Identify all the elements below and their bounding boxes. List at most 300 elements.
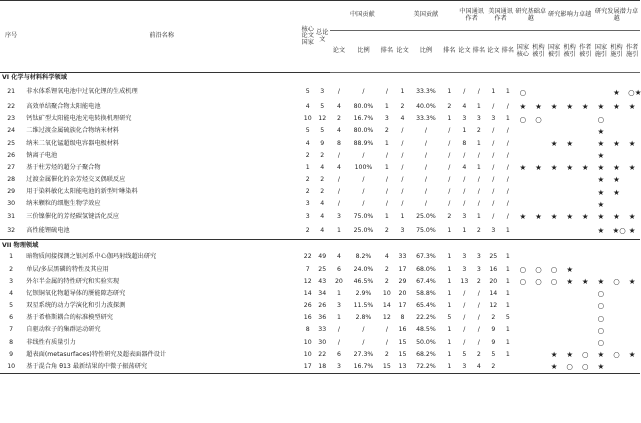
cell-i2 [562, 84, 578, 101]
cell-cc1: / [463, 326, 466, 334]
cell-p1: ○ [597, 325, 605, 335]
cell-cc2: 2 [476, 277, 481, 285]
cell-b2: ○ [535, 277, 542, 287]
cell-b: 43 [318, 277, 327, 285]
cell-u2: 68.0% [416, 265, 436, 273]
cell-i1 [546, 199, 562, 211]
table-row [0, 361, 640, 373]
cell-cc1: / [463, 176, 466, 184]
cell-i1 [546, 325, 562, 337]
header-cn-rank: 排名 [380, 47, 394, 55]
cell-b1 [515, 349, 531, 361]
cell-seq: 23 [7, 115, 16, 123]
cell-b1 [515, 300, 531, 312]
cell-c2: 16.7% [353, 115, 374, 123]
cell-seq: 8 [9, 338, 14, 346]
header-china-contrib: 中国贡献 [330, 1, 395, 31]
cell-i1 [546, 113, 562, 125]
cell-name: 过渡金属催化的杂芳烃交叉偶联反应 [26, 176, 126, 184]
cell-seq: 6 [9, 314, 14, 322]
cell-uc2: 1 [505, 115, 510, 123]
cell-u3: / [448, 176, 451, 184]
cell-u3: 1 [447, 350, 452, 358]
cell-i2 [562, 223, 578, 240]
table-row [0, 349, 640, 361]
cell-p3: ★ [628, 350, 636, 360]
cell-b1: ★ [519, 102, 527, 112]
cell-c2: 2.9% [355, 289, 372, 297]
cell-u1: / [401, 127, 404, 135]
cell-u3: 2 [447, 102, 452, 110]
cell-b: 2 [320, 176, 325, 184]
cell-u1: 16 [398, 326, 407, 334]
cell-b: 34 [318, 289, 327, 297]
cell-c3: 1 [384, 163, 389, 171]
cell-uc1: 5 [491, 350, 496, 358]
cell-seq: 9 [9, 350, 14, 358]
cell-i2: ★ [566, 350, 574, 360]
cell-uc2: 1 [505, 277, 510, 285]
header-impact-country-cited: 国家被引 [547, 44, 561, 58]
cell-u3: 2 [447, 212, 452, 220]
cell-i2: ★ [566, 277, 574, 287]
cell-uc2: / [506, 163, 509, 171]
cell-u1: 17 [398, 302, 407, 310]
cell-uc1: 2 [486, 361, 500, 373]
cell-a: 10 [303, 115, 312, 123]
cell-a: 2 [305, 188, 310, 196]
cell-u3: / [448, 188, 451, 196]
cell-p3 [624, 361, 640, 373]
header-us-corr: 美国通讯作者 [486, 1, 515, 31]
cell-u2: / [424, 176, 427, 184]
cell-u2: 33.3% [416, 115, 436, 123]
cell-c3: / [385, 200, 388, 208]
cell-c1: / [337, 88, 340, 96]
cell-i3 [577, 312, 593, 324]
cell-b2 [531, 312, 547, 324]
cell-p2: ★ [613, 102, 620, 112]
cell-u3: / [448, 139, 451, 147]
cell-c1: 3 [336, 302, 341, 310]
cell-uc1: / [492, 212, 495, 220]
cell-i1 [546, 84, 562, 101]
cell-i2 [562, 288, 578, 300]
header-research-potential: 研究发展潜力卓越 [593, 1, 640, 31]
table-row [0, 264, 640, 276]
cell-c1: 20 [334, 277, 343, 285]
cell-c1: 1 [336, 314, 341, 322]
cell-i1 [546, 223, 562, 240]
cell-cc2: 1 [476, 102, 481, 110]
cell-name: 超表面(metasurfaces)特性研究及超表面器件设计 [26, 350, 167, 358]
cell-c3: 4 [384, 253, 389, 261]
cell-cc1: 3 [462, 265, 467, 273]
cell-u1: 33 [398, 253, 407, 261]
cell-seq: 5 [9, 302, 14, 310]
cell-p3: ★ [628, 102, 636, 112]
header-cn-corr-rank: 排名 [472, 47, 486, 55]
cell-u3: 1 [447, 115, 452, 123]
cell-u2: 65.4% [416, 302, 436, 310]
header-research-impact: 研究影响力卓越 [546, 1, 593, 31]
cell-a: 7 [305, 265, 310, 273]
cell-p2: ○ [613, 277, 620, 287]
cell-p1: ★ [597, 199, 605, 209]
cell-u3: 1 [447, 88, 452, 96]
cell-name: 双星系统的动力学演化和引力波探测 [26, 302, 126, 310]
header-china-corr: 中国通讯作者 [457, 1, 486, 31]
cell-b: 4 [320, 227, 325, 235]
cell-a: 12 [303, 277, 312, 285]
cell-i2 [562, 337, 578, 349]
cell-c2: 88.9% [353, 139, 374, 147]
cell-seq: 26 [7, 151, 16, 159]
cell-p2: ★ [613, 175, 620, 185]
cell-i2 [562, 312, 578, 324]
table-row [0, 138, 640, 150]
cell-p1: ○ [597, 338, 605, 348]
cell-cc1: / [463, 338, 466, 346]
cell-name: 三价镍催化的芳烃碳氢键活化反应 [26, 212, 120, 220]
cell-p1: ★ [597, 138, 605, 148]
cell-uc1: 12 [489, 302, 498, 310]
cell-u2: 67.4% [416, 277, 436, 285]
cell-uc1: / [492, 139, 495, 147]
cell-p2 [609, 113, 625, 125]
cell-uc2: / [506, 200, 509, 208]
cell-u1: 13 [395, 361, 411, 373]
cell-u3: / [448, 163, 451, 171]
cell-p1: ★ [597, 163, 605, 173]
cell-c3: 2 [384, 277, 389, 285]
cell-b2 [531, 349, 547, 361]
cell-cc2: 3 [476, 115, 481, 123]
cell-cc1: 4 [462, 163, 467, 171]
cell-p1: ★ [597, 350, 605, 360]
cell-uc2: 1 [505, 253, 510, 261]
table-row [0, 300, 640, 312]
cell-c1: 1 [336, 289, 341, 297]
rating-mark: ○★ [628, 87, 641, 97]
cell-uc1: / [492, 200, 495, 208]
cell-c1: / [337, 188, 340, 196]
cell-i3 [577, 288, 593, 300]
cell-u1: 4 [400, 115, 405, 123]
cell-u2: / [424, 163, 427, 171]
cell-uc1: 3 [491, 227, 496, 235]
cell-uc2: 1 [505, 350, 510, 358]
cell-i2: ★ [566, 264, 574, 274]
cell-i3: ★ [581, 277, 589, 287]
cell-b2 [531, 186, 547, 198]
cell-p2: ★ [613, 87, 620, 97]
cell-uc1: 3 [491, 115, 496, 123]
cell-i1 [546, 150, 562, 162]
cell-p1: ★ [597, 151, 605, 161]
cell-u1: 20 [398, 289, 407, 297]
cell-b: 33 [318, 326, 327, 334]
cell-u1: / [401, 151, 404, 159]
cell-cc1: 13 [460, 277, 469, 285]
cell-c2: 11.5% [353, 302, 374, 310]
cell-i2: ★ [566, 163, 574, 173]
header-us-rank: 排名 [443, 47, 456, 55]
table-row [0, 174, 640, 186]
cell-uc2: / [506, 151, 509, 159]
cell-c2: 75.0% [353, 212, 374, 220]
cell-p1: ★ [597, 212, 605, 222]
cell-seq: 31 [7, 212, 16, 220]
cell-cc2: / [477, 188, 480, 196]
cell-b1 [515, 223, 531, 240]
cell-p3: ★ [628, 226, 636, 236]
cell-i1: ★ [550, 163, 558, 173]
cell-b2 [531, 174, 547, 186]
cell-b: 18 [314, 361, 330, 373]
cell-b: 9 [320, 139, 325, 147]
cell-u2: / [424, 151, 427, 159]
cell-u2: 75.0% [416, 227, 436, 235]
cell-p1 [593, 264, 609, 276]
cell-i1 [546, 251, 562, 263]
table-row [0, 150, 640, 162]
cell-a: 5 [305, 127, 310, 135]
table-row [0, 223, 640, 240]
cell-i2 [562, 186, 578, 198]
cell-uc1: / [492, 102, 495, 110]
cell-i2 [562, 113, 578, 125]
cell-u1: 8 [400, 314, 405, 322]
cell-i2 [562, 251, 578, 263]
header-name: 前沿名称 [22, 1, 301, 73]
header-impact-inst-cited: 机构被引 [563, 44, 576, 58]
cell-cc2: / [477, 302, 480, 310]
cell-u1: / [401, 188, 404, 196]
cell-a: 26 [303, 302, 312, 310]
cell-p1 [593, 84, 609, 101]
cell-a: 2 [305, 151, 310, 159]
cell-cc1: 3 [462, 212, 467, 220]
section-title: VII 物理领域 [0, 240, 640, 252]
table-row [0, 325, 640, 337]
cell-p3 [624, 125, 640, 137]
section-header [0, 73, 640, 85]
cell-p3: ★ [628, 212, 636, 222]
cell-b: 4 [320, 163, 325, 171]
cell-p2 [609, 325, 625, 337]
table-row [0, 101, 640, 113]
cell-p2 [609, 361, 625, 373]
cell-i3 [577, 199, 593, 211]
cell-p2: ★ [613, 212, 620, 222]
cell-uc1: / [492, 151, 495, 159]
cell-c1: 4 [336, 102, 341, 110]
cell-c1: 3 [330, 361, 348, 373]
cell-cc1: / [463, 289, 466, 297]
header-us-papers: 论文 [396, 47, 409, 55]
cell-p3 [624, 251, 640, 263]
cell-i1 [546, 300, 562, 312]
cell-b2: ○ [535, 264, 542, 274]
cell-p1: ○ [597, 301, 605, 311]
cell-b1 [515, 361, 531, 373]
cell-b: 22 [318, 350, 327, 358]
cell-p1: ★ [597, 102, 605, 112]
cell-uc1: 2 [491, 314, 496, 322]
cell-uc1: / [492, 127, 495, 135]
cell-b1 [515, 138, 531, 150]
cell-cc2: / [477, 151, 480, 159]
cell-i2 [562, 325, 578, 337]
cell-c2: / [362, 338, 365, 346]
cell-cc1: 1 [462, 227, 467, 235]
cell-uc2: 1 [505, 265, 510, 273]
cell-name: 二维过渡金属硫族化合物纳米材料 [26, 127, 120, 135]
cell-cc1: / [463, 151, 466, 159]
header-cn-ratio: 比例 [357, 47, 370, 55]
cell-name: 非线性有质量引力 [26, 338, 76, 346]
cell-b1 [515, 337, 531, 349]
cell-c3: 2 [384, 350, 389, 358]
cell-i1: ★ [550, 350, 558, 360]
table-row [0, 276, 640, 288]
cell-u2: 50.0% [416, 338, 436, 346]
cell-c1: 6 [336, 350, 341, 358]
cell-c1: / [337, 326, 340, 334]
header-base-inst-cited: 机构被引 [532, 44, 545, 58]
cell-p3 [624, 337, 640, 349]
cell-b: 49 [318, 253, 327, 261]
cell-i3 [577, 251, 593, 263]
cell-b1 [515, 174, 531, 186]
cell-c2: 46.5% [353, 277, 374, 285]
cell-u1: / [401, 176, 404, 184]
cell-u2: / [424, 127, 427, 135]
header-core-papers-country: 核心论文国家 [301, 1, 314, 73]
cell-uc2: 1 [505, 289, 510, 297]
cell-c3: 12 [382, 314, 391, 322]
cell-u3: / [448, 127, 451, 135]
cell-uc1: / [492, 176, 495, 184]
cell-b: 26 [318, 302, 327, 310]
cell-p3 [624, 84, 640, 101]
cell-u1: 15 [398, 350, 407, 358]
cell-uc2: 1 [505, 326, 510, 334]
cell-cc1: 5 [462, 350, 467, 358]
cell-i3 [577, 138, 593, 150]
cell-i1: ★ [550, 102, 558, 112]
cell-a: 2 [305, 227, 310, 235]
cell-uc1: 16 [489, 265, 498, 273]
cell-i2 [562, 125, 578, 137]
cell-c1: 4 [336, 163, 341, 171]
header-us-ratio: 比例 [419, 47, 433, 55]
cell-p2 [609, 199, 625, 211]
cell-uc2: 1 [505, 338, 510, 346]
header-impact-author-cited: 作者被引 [579, 44, 592, 58]
cell-c3: / [385, 188, 388, 196]
cell-p3 [624, 288, 640, 300]
cell-c3: / [385, 151, 388, 159]
cell-a: 14 [303, 289, 312, 297]
cell-p3 [624, 264, 640, 276]
header-potential-inst-citing: 机构施引 [610, 44, 623, 58]
cell-seq: 4 [9, 289, 14, 297]
cell-c3: 15 [379, 361, 395, 373]
cell-b1: ★ [519, 212, 527, 222]
cell-uc1: / [492, 163, 495, 171]
cell-c3: / [385, 326, 388, 334]
cell-c2: / [362, 88, 365, 96]
cell-u1: / [401, 163, 404, 171]
cell-c1: 2 [336, 115, 341, 123]
cell-u2: / [424, 188, 427, 196]
cell-name: 外尔半金属的特性研究和实验实现 [26, 277, 120, 285]
table-row [0, 312, 640, 324]
cell-uc2: / [506, 176, 509, 184]
cell-seq: 27 [7, 163, 16, 171]
cell-i1 [546, 174, 562, 186]
cell-c2: 80.0% [353, 127, 374, 135]
cell-uc2: / [506, 127, 509, 135]
cell-seq: 28 [7, 176, 16, 184]
cell-c2: 25.0% [353, 227, 374, 235]
cell-p2 [609, 125, 625, 137]
cell-name: 高性能锂硫电池 [26, 227, 70, 235]
cell-a: 1 [305, 163, 310, 171]
cell-i3 [577, 125, 593, 137]
cell-u1: 17 [398, 265, 407, 273]
cell-u3: / [448, 151, 451, 159]
cell-i1: ★ [550, 138, 558, 148]
cell-b1 [515, 125, 531, 137]
cell-c3: 2 [384, 265, 389, 273]
cell-uc2: 1 [505, 302, 510, 310]
cell-p3 [624, 199, 640, 211]
cell-c3: / [385, 338, 388, 346]
cell-cc2: 2 [476, 227, 481, 235]
cell-p2 [609, 150, 625, 162]
cell-p3 [624, 300, 640, 312]
cell-p3 [624, 113, 640, 125]
cell-i2 [562, 300, 578, 312]
cell-b1: ○ [519, 114, 527, 124]
cell-cc1: 8 [462, 139, 467, 147]
cell-b1: ★ [519, 163, 527, 173]
cell-u1: / [401, 200, 404, 208]
cell-c3: 1 [384, 102, 389, 110]
cell-i1 [546, 288, 562, 300]
cell-p2 [609, 223, 625, 240]
cell-a: 5 [305, 88, 310, 96]
cell-cc1: 3 [457, 361, 471, 373]
cell-u2: 67.3% [416, 253, 436, 261]
cell-u1: 1 [400, 88, 405, 96]
cell-cc2: / [477, 289, 480, 297]
cell-p3 [624, 325, 640, 337]
cell-p1: ★ [597, 175, 605, 185]
cell-i2 [562, 199, 578, 211]
cell-b2 [531, 251, 547, 263]
cell-b2: ○ [535, 114, 542, 124]
cell-p1: ★ [597, 187, 605, 197]
cell-p2 [609, 288, 625, 300]
table-body [0, 73, 640, 374]
cell-cc2: / [477, 176, 480, 184]
cell-cc2: 2 [476, 350, 481, 358]
cell-p1: ○ [597, 289, 605, 299]
